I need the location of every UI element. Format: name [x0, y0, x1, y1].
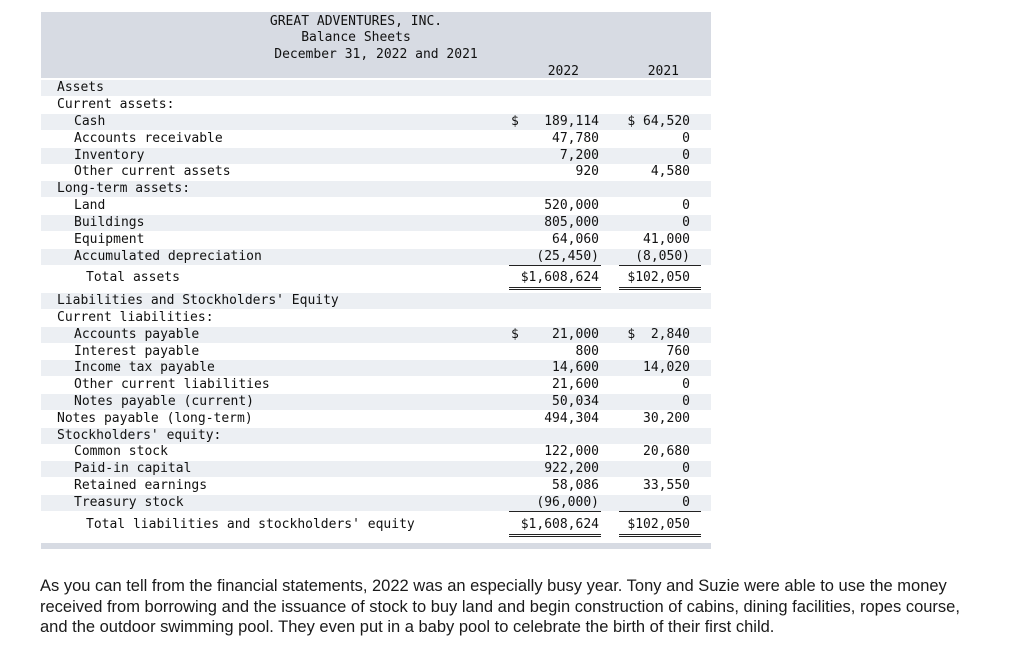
value-2022: (96,000) [536, 495, 599, 510]
value-2021: $102,050 [627, 270, 690, 285]
value-2022: 7,200 [559, 148, 599, 163]
value-2021: 0 [682, 131, 690, 146]
value-2022: 520,000 [544, 198, 599, 213]
subtotal-underline-2021 [619, 511, 701, 512]
row-label: Inventory [74, 148, 145, 163]
table-footer [41, 543, 711, 549]
column-header-2022: 2022 [547, 64, 579, 79]
total-double-underline-2021 [619, 536, 701, 537]
column-header-2021: 2021 [647, 64, 679, 79]
value-2022: 21,600 [552, 377, 599, 392]
value-2022: $1,608,624 [520, 517, 599, 532]
company-name: GREAT ADVENTURES, INC. [269, 14, 443, 29]
value-2021: 33,550 [643, 478, 690, 493]
row-label: Accumulated depreciation [74, 249, 262, 264]
value-2021: 0 [682, 215, 690, 230]
total-underline-2021 [619, 534, 701, 535]
value-2022: (25,450) [536, 249, 599, 264]
value-2022: 920 [575, 164, 599, 179]
value-2021: 20,680 [643, 444, 690, 459]
value-2021: $102,050 [627, 517, 690, 532]
total-underline-2022 [509, 287, 601, 288]
currency-sign: $ [511, 114, 519, 129]
total-underline-2022 [509, 534, 601, 535]
statement-date: December 31, 2022 and 2021 [274, 47, 478, 62]
row-label: Paid-in capital [74, 461, 192, 476]
row-label: Total liabilities and stockholders' equity [86, 517, 415, 532]
value-2021: 14,020 [643, 360, 690, 375]
value-2021: 0 [682, 394, 690, 409]
row-label: Equipment [74, 232, 145, 247]
row-label: Treasury stock [74, 495, 184, 510]
row-label: Retained earnings [74, 478, 208, 493]
row-label: Common stock [74, 444, 168, 459]
row-label: Liabilities and Stockholders' Equity [57, 293, 339, 308]
value-2021: 0 [682, 495, 690, 510]
row-label: Buildings [74, 215, 145, 230]
value-2022: 14,600 [552, 360, 599, 375]
row-label: Interest payable [74, 344, 200, 359]
row-label: Income tax payable [74, 360, 215, 375]
balance-sheet [41, 12, 711, 549]
value-2021: 4,580 [650, 164, 690, 179]
row-label: Accounts payable [74, 327, 200, 342]
row-label: Total assets [86, 270, 180, 285]
value-2022: 58,086 [552, 478, 599, 493]
subtotal-underline-2022 [509, 511, 601, 512]
value-2021: 0 [682, 148, 690, 163]
value-2022: 47,780 [552, 131, 599, 146]
value-2022: 805,000 [544, 215, 599, 230]
row-label: Accounts receivable [74, 131, 223, 146]
statement-title: Balance Sheets [301, 30, 411, 45]
subtotal-underline-2022 [509, 265, 601, 266]
value-2021: 30,200 [643, 411, 690, 426]
value-2022: 189,114 [544, 114, 599, 129]
row-label: Cash [74, 114, 106, 129]
value-2022: 50,034 [552, 394, 599, 409]
value-2022: 64,060 [552, 232, 599, 247]
value-2021: $ 2,840 [627, 327, 690, 342]
value-2022: 800 [575, 344, 599, 359]
value-2021: 41,000 [643, 232, 690, 247]
row-label: Notes payable (long-term) [57, 411, 253, 426]
currency-sign: $ [511, 327, 519, 342]
value-2022: $1,608,624 [520, 270, 599, 285]
value-2021: (8,050) [635, 249, 690, 264]
value-2021: 0 [682, 461, 690, 476]
row-label: Current liabilities: [57, 310, 214, 325]
value-2022: 922,200 [544, 461, 599, 476]
value-2021: $ 64,520 [627, 114, 690, 129]
row-label: Land [74, 198, 106, 213]
total-underline-2021 [619, 287, 701, 288]
value-2021: 0 [682, 198, 690, 213]
total-double-underline-2022 [509, 289, 601, 290]
row-label: Assets [57, 80, 104, 95]
value-2021: 0 [682, 377, 690, 392]
value-2022: 21,000 [552, 327, 599, 342]
row-label: Notes payable (current) [74, 394, 255, 409]
row-label: Other current assets [74, 164, 231, 179]
table-row-stripe [41, 80, 711, 96]
value-2022: 494,304 [544, 411, 599, 426]
total-double-underline-2021 [619, 289, 701, 290]
total-double-underline-2022 [509, 536, 601, 537]
row-label: Stockholders' equity: [57, 428, 222, 443]
row-label: Long-term assets: [57, 181, 191, 196]
subtotal-underline-2021 [619, 265, 701, 266]
value-2022: 122,000 [544, 444, 599, 459]
value-2021: 760 [666, 344, 690, 359]
narrative-paragraph: As you can tell from the financial statements, 2022 was an especially busy year. Tony and Suzie were able to use the money received from borrowing and the issuance of stock to buy land and begin construction of cabins, dining facilities, ropes course, and the outdoor swimming pool. They even put in a baby pool to celebrate the birth of their first child. [40, 577, 960, 636]
row-label: Current assets: [57, 97, 175, 112]
row-label: Other current liabilities [74, 377, 270, 392]
